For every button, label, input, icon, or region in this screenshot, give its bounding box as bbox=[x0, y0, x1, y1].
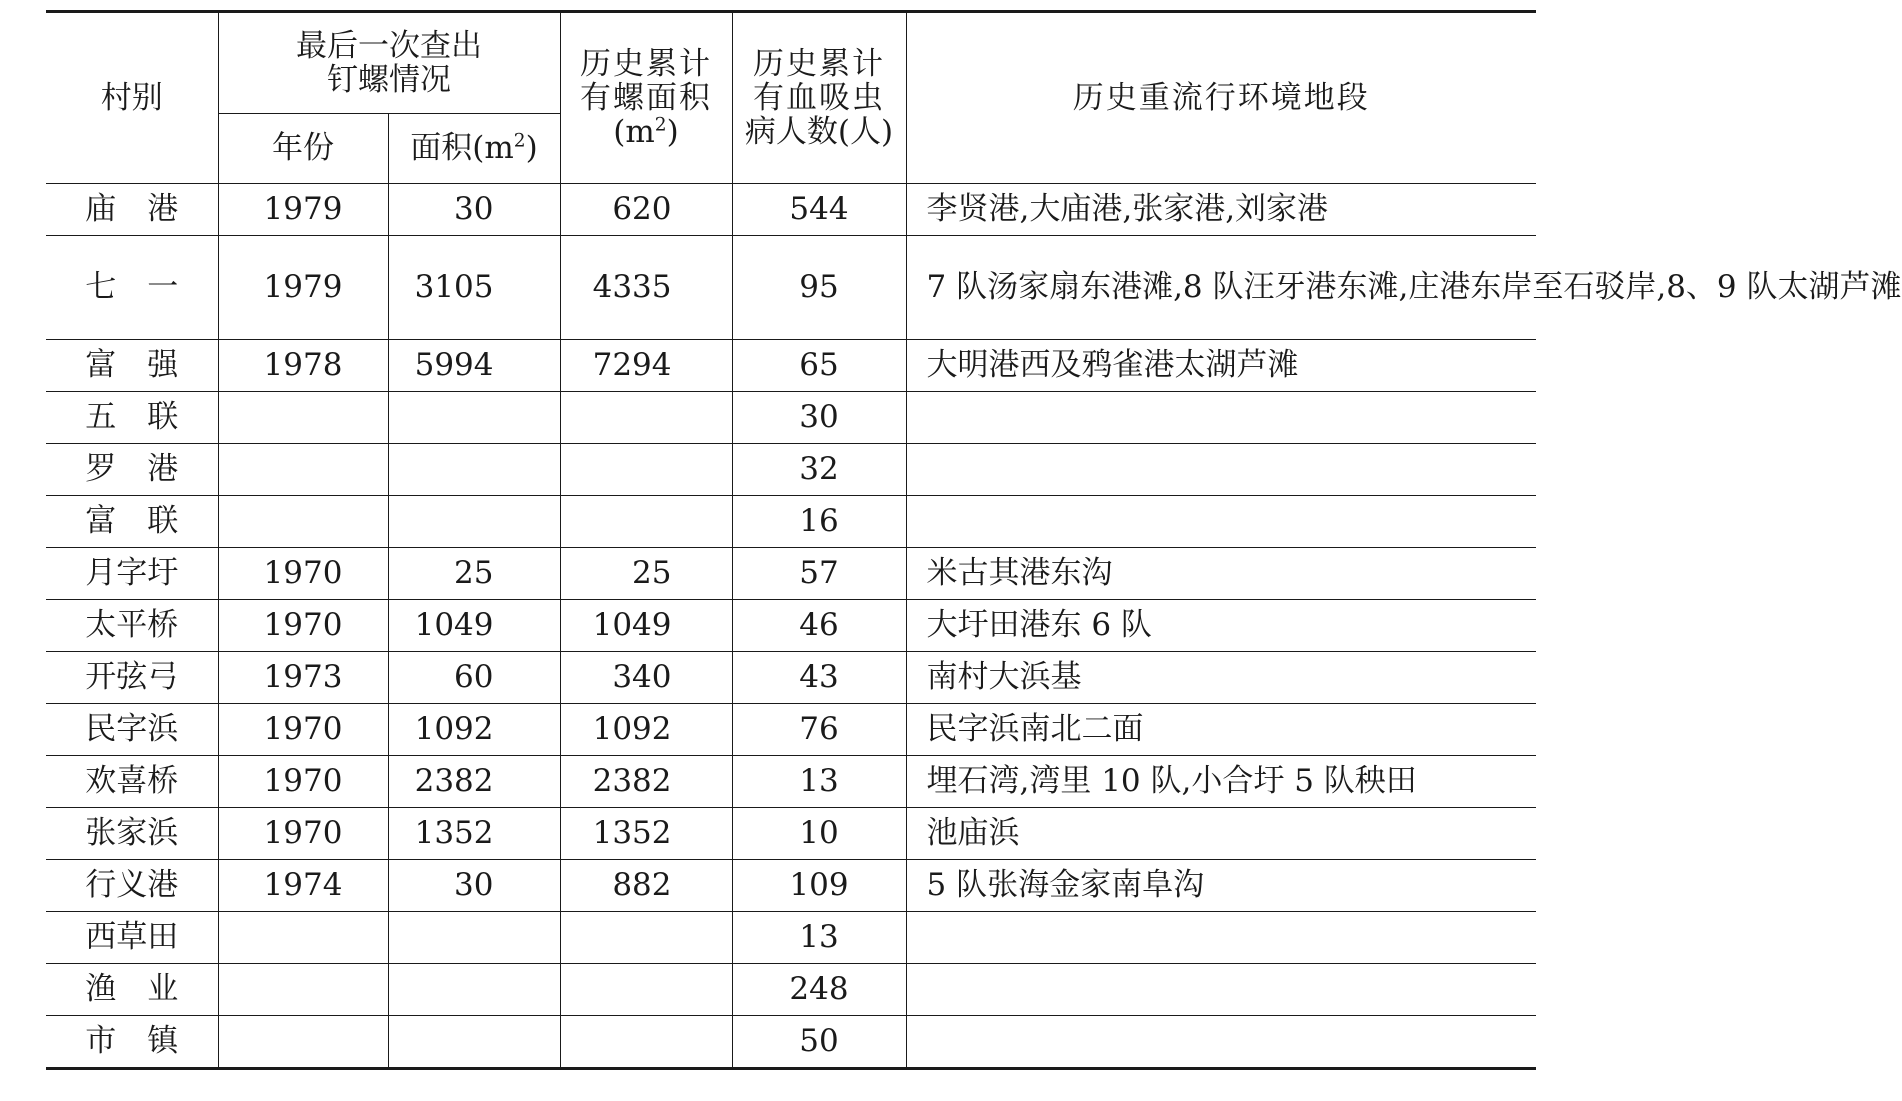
cell-hist-area: 25 bbox=[560, 548, 732, 600]
table-row bbox=[46, 964, 1536, 1016]
cell-village: 富 联 bbox=[46, 496, 218, 548]
cell-hist-area: 620 bbox=[560, 184, 732, 236]
table-row bbox=[46, 808, 1536, 860]
table-row bbox=[46, 392, 1536, 444]
cell-year bbox=[218, 1016, 388, 1069]
cell-patients: 13 bbox=[732, 756, 906, 808]
cell-environment bbox=[906, 912, 1536, 964]
cell-area: 3105 bbox=[388, 236, 560, 340]
cell-year bbox=[218, 496, 388, 548]
cell-patients: 57 bbox=[732, 548, 906, 600]
cell-environment bbox=[906, 392, 1536, 444]
cell-village: 西草田 bbox=[46, 912, 218, 964]
header-hist-area: 历史累计 有螺面积 $(m^2)$ bbox=[560, 12, 732, 184]
cell-hist-area: 4335 bbox=[560, 236, 732, 340]
cell-hist-area: 1092 bbox=[560, 704, 732, 756]
cell-environment: 埋石湾,湾里 10 队,小合圩 5 队秧田 bbox=[906, 756, 1536, 808]
cell-hist-area: 2382 bbox=[560, 756, 732, 808]
table-row bbox=[46, 548, 1536, 600]
cell-environment bbox=[906, 964, 1536, 1016]
table-row bbox=[46, 600, 1536, 652]
cell-year: 1970 bbox=[218, 548, 388, 600]
snail-schistosomiasis-table bbox=[46, 10, 1902, 1070]
cell-year bbox=[218, 444, 388, 496]
cell-patients: 95 bbox=[732, 236, 906, 340]
cell-village: 渔 业 bbox=[46, 964, 218, 1016]
cell-area: 5994 bbox=[388, 340, 560, 392]
table-row bbox=[46, 652, 1536, 704]
cell-year bbox=[218, 964, 388, 1016]
cell-village: 张家浜 bbox=[46, 808, 218, 860]
cell-hist-area bbox=[560, 964, 732, 1016]
table-row bbox=[46, 860, 1536, 912]
cell-area: 30 bbox=[388, 860, 560, 912]
cell-village: 行义港 bbox=[46, 860, 218, 912]
cell-patients: 109 bbox=[732, 860, 906, 912]
cell-environment: 民字浜南北二面 bbox=[906, 704, 1536, 756]
table-row bbox=[46, 756, 1536, 808]
cell-village: 开弦弓 bbox=[46, 652, 218, 704]
table-row bbox=[46, 236, 1536, 340]
cell-environment bbox=[906, 496, 1536, 548]
cell-patients: 65 bbox=[732, 340, 906, 392]
cell-village: 月字圩 bbox=[46, 548, 218, 600]
cell-year: 1970 bbox=[218, 704, 388, 756]
cell-village: 欢喜桥 bbox=[46, 756, 218, 808]
cell-year: 1979 bbox=[218, 236, 388, 340]
cell-area: 1092 bbox=[388, 704, 560, 756]
cell-hist-area: 1352 bbox=[560, 808, 732, 860]
cell-environment: 池庙浜 bbox=[906, 808, 1536, 860]
cell-area: 1049 bbox=[388, 600, 560, 652]
header-last-found-line2: 钉螺情况 bbox=[327, 62, 451, 98]
cell-year: 1979 bbox=[218, 184, 388, 236]
cell-village: 五 联 bbox=[46, 392, 218, 444]
cell-village: 市 镇 bbox=[46, 1016, 218, 1069]
cell-area bbox=[388, 964, 560, 1016]
cell-area bbox=[388, 392, 560, 444]
cell-village: 民字浜 bbox=[46, 704, 218, 756]
cell-year: 1973 bbox=[218, 652, 388, 704]
table-row bbox=[46, 1016, 1536, 1069]
cell-year: 1978 bbox=[218, 340, 388, 392]
cell-year: 1974 bbox=[218, 860, 388, 912]
cell-hist-area: 7294 bbox=[560, 340, 732, 392]
cell-village: 庙 港 bbox=[46, 184, 218, 236]
cell-hist-area bbox=[560, 496, 732, 548]
cell-area: 60 bbox=[388, 652, 560, 704]
cell-village: 七 一 bbox=[46, 236, 218, 340]
cell-environment bbox=[906, 444, 1536, 496]
cell-patients: 32 bbox=[732, 444, 906, 496]
cell-hist-area: 340 bbox=[560, 652, 732, 704]
header-village: 村别 bbox=[46, 12, 218, 184]
table-row bbox=[46, 444, 1536, 496]
cell-environment: 大圩田港东 6 队 bbox=[906, 600, 1536, 652]
cell-area bbox=[388, 496, 560, 548]
cell-village: 富 强 bbox=[46, 340, 218, 392]
cell-patients: 13 bbox=[732, 912, 906, 964]
cell-patients: 16 bbox=[732, 496, 906, 548]
header-year: 年份 bbox=[218, 114, 388, 184]
cell-village: 罗 港 bbox=[46, 444, 218, 496]
cell-hist-area: 882 bbox=[560, 860, 732, 912]
cell-patients: 544 bbox=[732, 184, 906, 236]
cell-patients: 50 bbox=[732, 1016, 906, 1069]
cell-area: 30 bbox=[388, 184, 560, 236]
table-row bbox=[46, 704, 1536, 756]
cell-hist-area bbox=[560, 912, 732, 964]
table-body bbox=[46, 184, 1902, 1069]
table-row bbox=[46, 184, 1536, 236]
cell-environment: 大明港西及鸦雀港太湖芦滩 bbox=[906, 340, 1536, 392]
cell-area bbox=[388, 912, 560, 964]
cell-environment bbox=[906, 1016, 1536, 1069]
cell-environment: 5 队张海金家南阜沟 bbox=[906, 860, 1536, 912]
cell-patients: 43 bbox=[732, 652, 906, 704]
cell-area: 1352 bbox=[388, 808, 560, 860]
cell-village: 太平桥 bbox=[46, 600, 218, 652]
cell-year bbox=[218, 392, 388, 444]
cell-patients: 30 bbox=[732, 392, 906, 444]
cell-patients: 46 bbox=[732, 600, 906, 652]
cell-environment: 李贤港,大庙港,张家港,刘家港 bbox=[906, 184, 1536, 236]
cell-environment: 米古其港东沟 bbox=[906, 548, 1536, 600]
cell-area bbox=[388, 444, 560, 496]
cell-hist-area bbox=[560, 1016, 732, 1069]
cell-patients: 248 bbox=[732, 964, 906, 1016]
cell-patients: 10 bbox=[732, 808, 906, 860]
cell-year: 1970 bbox=[218, 808, 388, 860]
table-row bbox=[46, 496, 1536, 548]
cell-patients: 76 bbox=[732, 704, 906, 756]
cell-area: 25 bbox=[388, 548, 560, 600]
cell-environment: 7 队汤家扇东港滩,8 队汪牙港东滩,庄港东岸至石驳岸,8、9 队太湖芦滩 bbox=[906, 236, 1536, 340]
header-environment: 历史重流行环境地段 bbox=[906, 12, 1536, 184]
cell-area bbox=[388, 1016, 560, 1069]
cell-environment: 南村大浜基 bbox=[906, 652, 1536, 704]
cell-year: 1970 bbox=[218, 600, 388, 652]
header-patients: 历史累计 有血吸虫 病人数(人) bbox=[732, 12, 906, 184]
table-row bbox=[46, 340, 1536, 392]
header-last-found bbox=[218, 12, 560, 114]
cell-hist-area bbox=[560, 392, 732, 444]
cell-hist-area bbox=[560, 444, 732, 496]
header-last-found-line1: 最后一次查出 bbox=[296, 27, 482, 64]
cell-area: 2382 bbox=[388, 756, 560, 808]
cell-year: 1970 bbox=[218, 756, 388, 808]
table-row bbox=[46, 912, 1536, 964]
cell-hist-area: 1049 bbox=[560, 600, 732, 652]
header-area: 面积$(m^2)$ bbox=[388, 114, 560, 184]
cell-year bbox=[218, 912, 388, 964]
